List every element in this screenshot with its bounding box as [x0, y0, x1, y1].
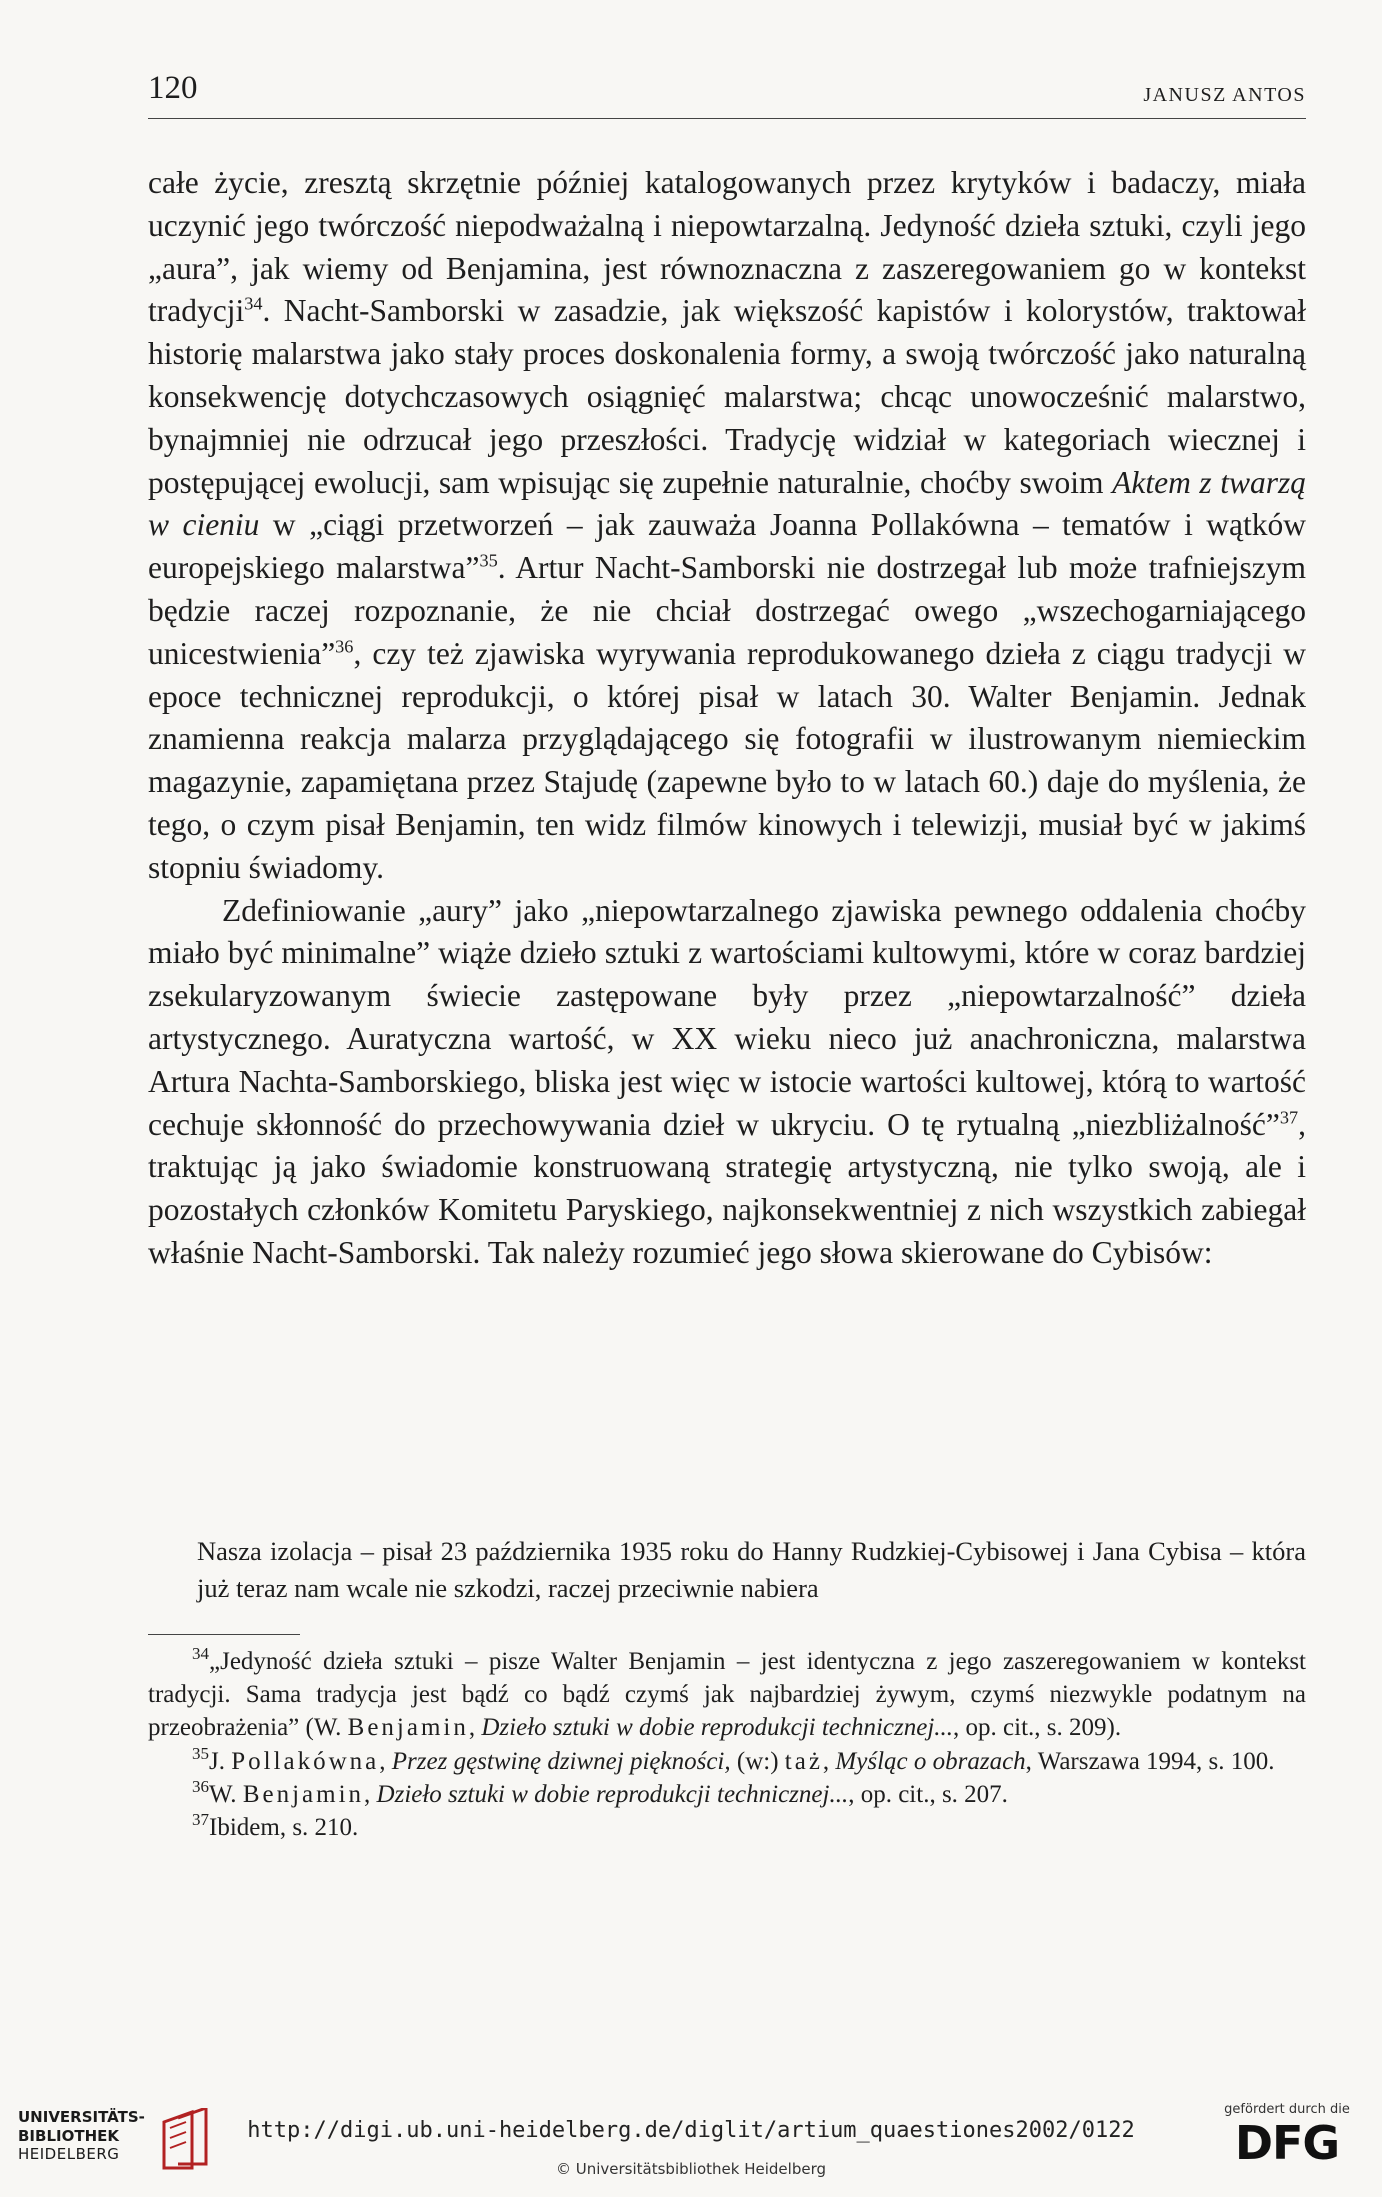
footnote-text: ,	[468, 1714, 482, 1742]
footnote-title: Dzieło sztuki w dobie reprodukcji technicznej...	[376, 1780, 849, 1808]
footnote-text: Ibidem, s. 210.	[209, 1814, 359, 1842]
footnote-text: ,	[822, 1747, 836, 1775]
page-number: 120	[148, 70, 198, 106]
footnote-text: J.	[209, 1747, 232, 1775]
footnote-ref-37[interactable]: 37	[1279, 1107, 1299, 1128]
footnote-text: W.	[209, 1780, 243, 1808]
dfg-wordmark: DFG	[1234, 2116, 1340, 2170]
footnote-text: (w:)	[730, 1747, 785, 1775]
footnote-35	[148, 1745, 1306, 1778]
footnote-number: 37	[192, 1810, 209, 1830]
footnote-title: Myśląc o obrazach	[835, 1747, 1026, 1775]
block-quote: Nasza izolacja – pisał 23 października 1935 roku do Hanny Rudzkiej-Cybisowej i Jana Cybisa – która już teraz nam wcale nie szkodzi, raczej przeciwnie nabiera	[197, 1536, 1306, 1603]
text-run: w „ciągi przetworzeń – jak zauważa Joanna Pollakówna – tematów i wątków europejskiego malarstwa”	[148, 507, 1306, 586]
dfg-logo[interactable]	[1212, 2102, 1362, 2182]
digitization-footer	[0, 2090, 1382, 2197]
text-run: całe życie, zresztą skrzętnie później katalogowanych przez krytyków i badaczy, miała uczynić jego twórczość niepodważalną i niepowtarzalną. Jedyność dzieła sztuki, czyli jego „aura”, jak wiemy od Benjamina, jest równoznaczna z zaszeregowaniem go w kontekst tradycji	[148, 165, 1306, 329]
running-head-author: JANUSZ ANTOS	[1143, 84, 1306, 106]
footnote-ref-34[interactable]: 34	[244, 294, 263, 315]
footnote-author: Benjamin	[347, 1714, 469, 1742]
running-header	[148, 70, 1306, 119]
footnote-text: ,	[379, 1747, 392, 1775]
footnote-text: , op. cit., s. 209).	[953, 1714, 1122, 1742]
footnote-divider	[148, 1634, 300, 1635]
text-run: Zdefiniowanie „aury” jako „niepowtarzalnego zjawiska pewnego oddalenia choćby miało być minimalne” wiąże dzieło sztuki z wartościami kultowymi, które w coraz bardziej zsekularyzowanym świecie zastępowane były przez „niepowtarzalność” dzieła artystycznego. Auratyczna wartość, w XX wieku nieco już anachroniczna, malarstwa Artura Nachta-Samborskiego, bliska jest więc w istocie wartości kultowej, którą to wartość cechuje skłonność do przechowywania dzieł w ukryciu. O tę rytualną „niezbliżalność”	[148, 892, 1306, 1142]
footnote-text: „Jedyność dzieła sztuki – pisze Walter Benjamin – jest identyczna z jego zaszeregowaniem w kontekst tradycji. Sama tradycja jest bądź co bądź czymś jak najbardziej żywym, czymś niezwykle podatnym na przeobrażenia” (W.	[148, 1648, 1306, 1742]
footnote-text: , op. cit., s. 207.	[848, 1780, 1008, 1808]
footnote-number: 36	[192, 1776, 209, 1796]
permalink-url[interactable]: http://digi.ub.uni-heidelberg.de/diglit/artium_quaestiones2002/0122	[247, 2118, 1135, 2143]
footnotes	[148, 1645, 1306, 1844]
paragraph-1	[148, 162, 1306, 890]
text-run: , czy też zjawiska wyrywania reprodukowanego dzieła z ciągu tradycji w epoce technicznej reprodukcji, o której pisał w latach 30. Walter Benjamin. Jednak znamienna reakcja malarza przyglądającego się fotografii w ilustrowanym niemieckim magazynie, zapamiętana przez Stajudę (zapewne było to w latach 60.) daje do myślenia, że tego, o czym pisał Benjamin, ten widz filmów kinowych i telewizji, musiał być w jakimś stopniu świadomy.	[148, 635, 1306, 885]
footnote-36	[148, 1778, 1306, 1811]
main-text	[148, 162, 1306, 1275]
text-run: . Nacht-Samborski w zasadzie, jak większość kapistów i kolorystów, traktował historię malarstwa jako stały proces doskonalenia formy, a swoją twórczość jako naturalną konsekwencję dotychczasowych osiągnięć malarstwa; chcąc unowocześnić malarstwo, bynajmniej nie odrzucał jego przeszłości. Tradycję widział w kategoriach wiecznej i postępującej ewolucji, sam wpisując się zupełnie naturalnie, choćby swoim	[148, 293, 1306, 500]
footnote-ref-36[interactable]: 36	[335, 636, 354, 657]
footnote-text: ,	[364, 1780, 377, 1808]
footnote-title: Dzieło sztuki w dobie reprodukcji technicznej...	[481, 1714, 954, 1742]
footnote-34	[148, 1645, 1306, 1745]
footnote-number: 35	[192, 1743, 209, 1763]
footnote-author: taż	[784, 1747, 823, 1775]
funding-note: gefördert durch die	[1224, 2102, 1350, 2117]
footnote-ref-35[interactable]: 35	[479, 550, 498, 571]
library-name-line: UNIVERSITÄTS-	[18, 2108, 145, 2126]
library-name-line: HEIDELBERG	[18, 2145, 120, 2163]
paragraph-2	[148, 890, 1306, 1275]
artwork-title: Aktem z twarzą w cieniu	[148, 464, 1306, 543]
text-run: . Artur Nacht-Samborski nie dostrzegał lub może trafniejszym będzie raczej rozpoznanie, że nie chciał dostrzegać owego „wszechogarniającego unicestwienia”	[148, 550, 1307, 671]
footnote-number: 34	[192, 1644, 209, 1664]
text-run: , traktując ją jako świadomie konstruowaną strategię artystyczną, nie tylko swoją, ale i pozostałych członków Komitetu Paryskiego, najkonsekwentniej z nich wszystkich zabiegał właśnie Nacht-Samborski. Tak należy rozumieć jego słowa skierowane do Cybisów:	[148, 1106, 1306, 1270]
footnote-text: , Warszawa 1994, s. 100.	[1025, 1747, 1275, 1775]
copyright-notice: © Universitätsbibliothek Heidelberg	[555, 2160, 826, 2178]
library-name-line: BIBLIOTHEK	[18, 2126, 119, 2145]
footnote-title: Przez gęstwinę dziwnej piękności,	[391, 1747, 731, 1775]
footnote-37	[148, 1811, 1306, 1844]
footnote-author: Pollakówna	[231, 1747, 380, 1775]
footnote-author: Benjamin	[242, 1780, 365, 1808]
